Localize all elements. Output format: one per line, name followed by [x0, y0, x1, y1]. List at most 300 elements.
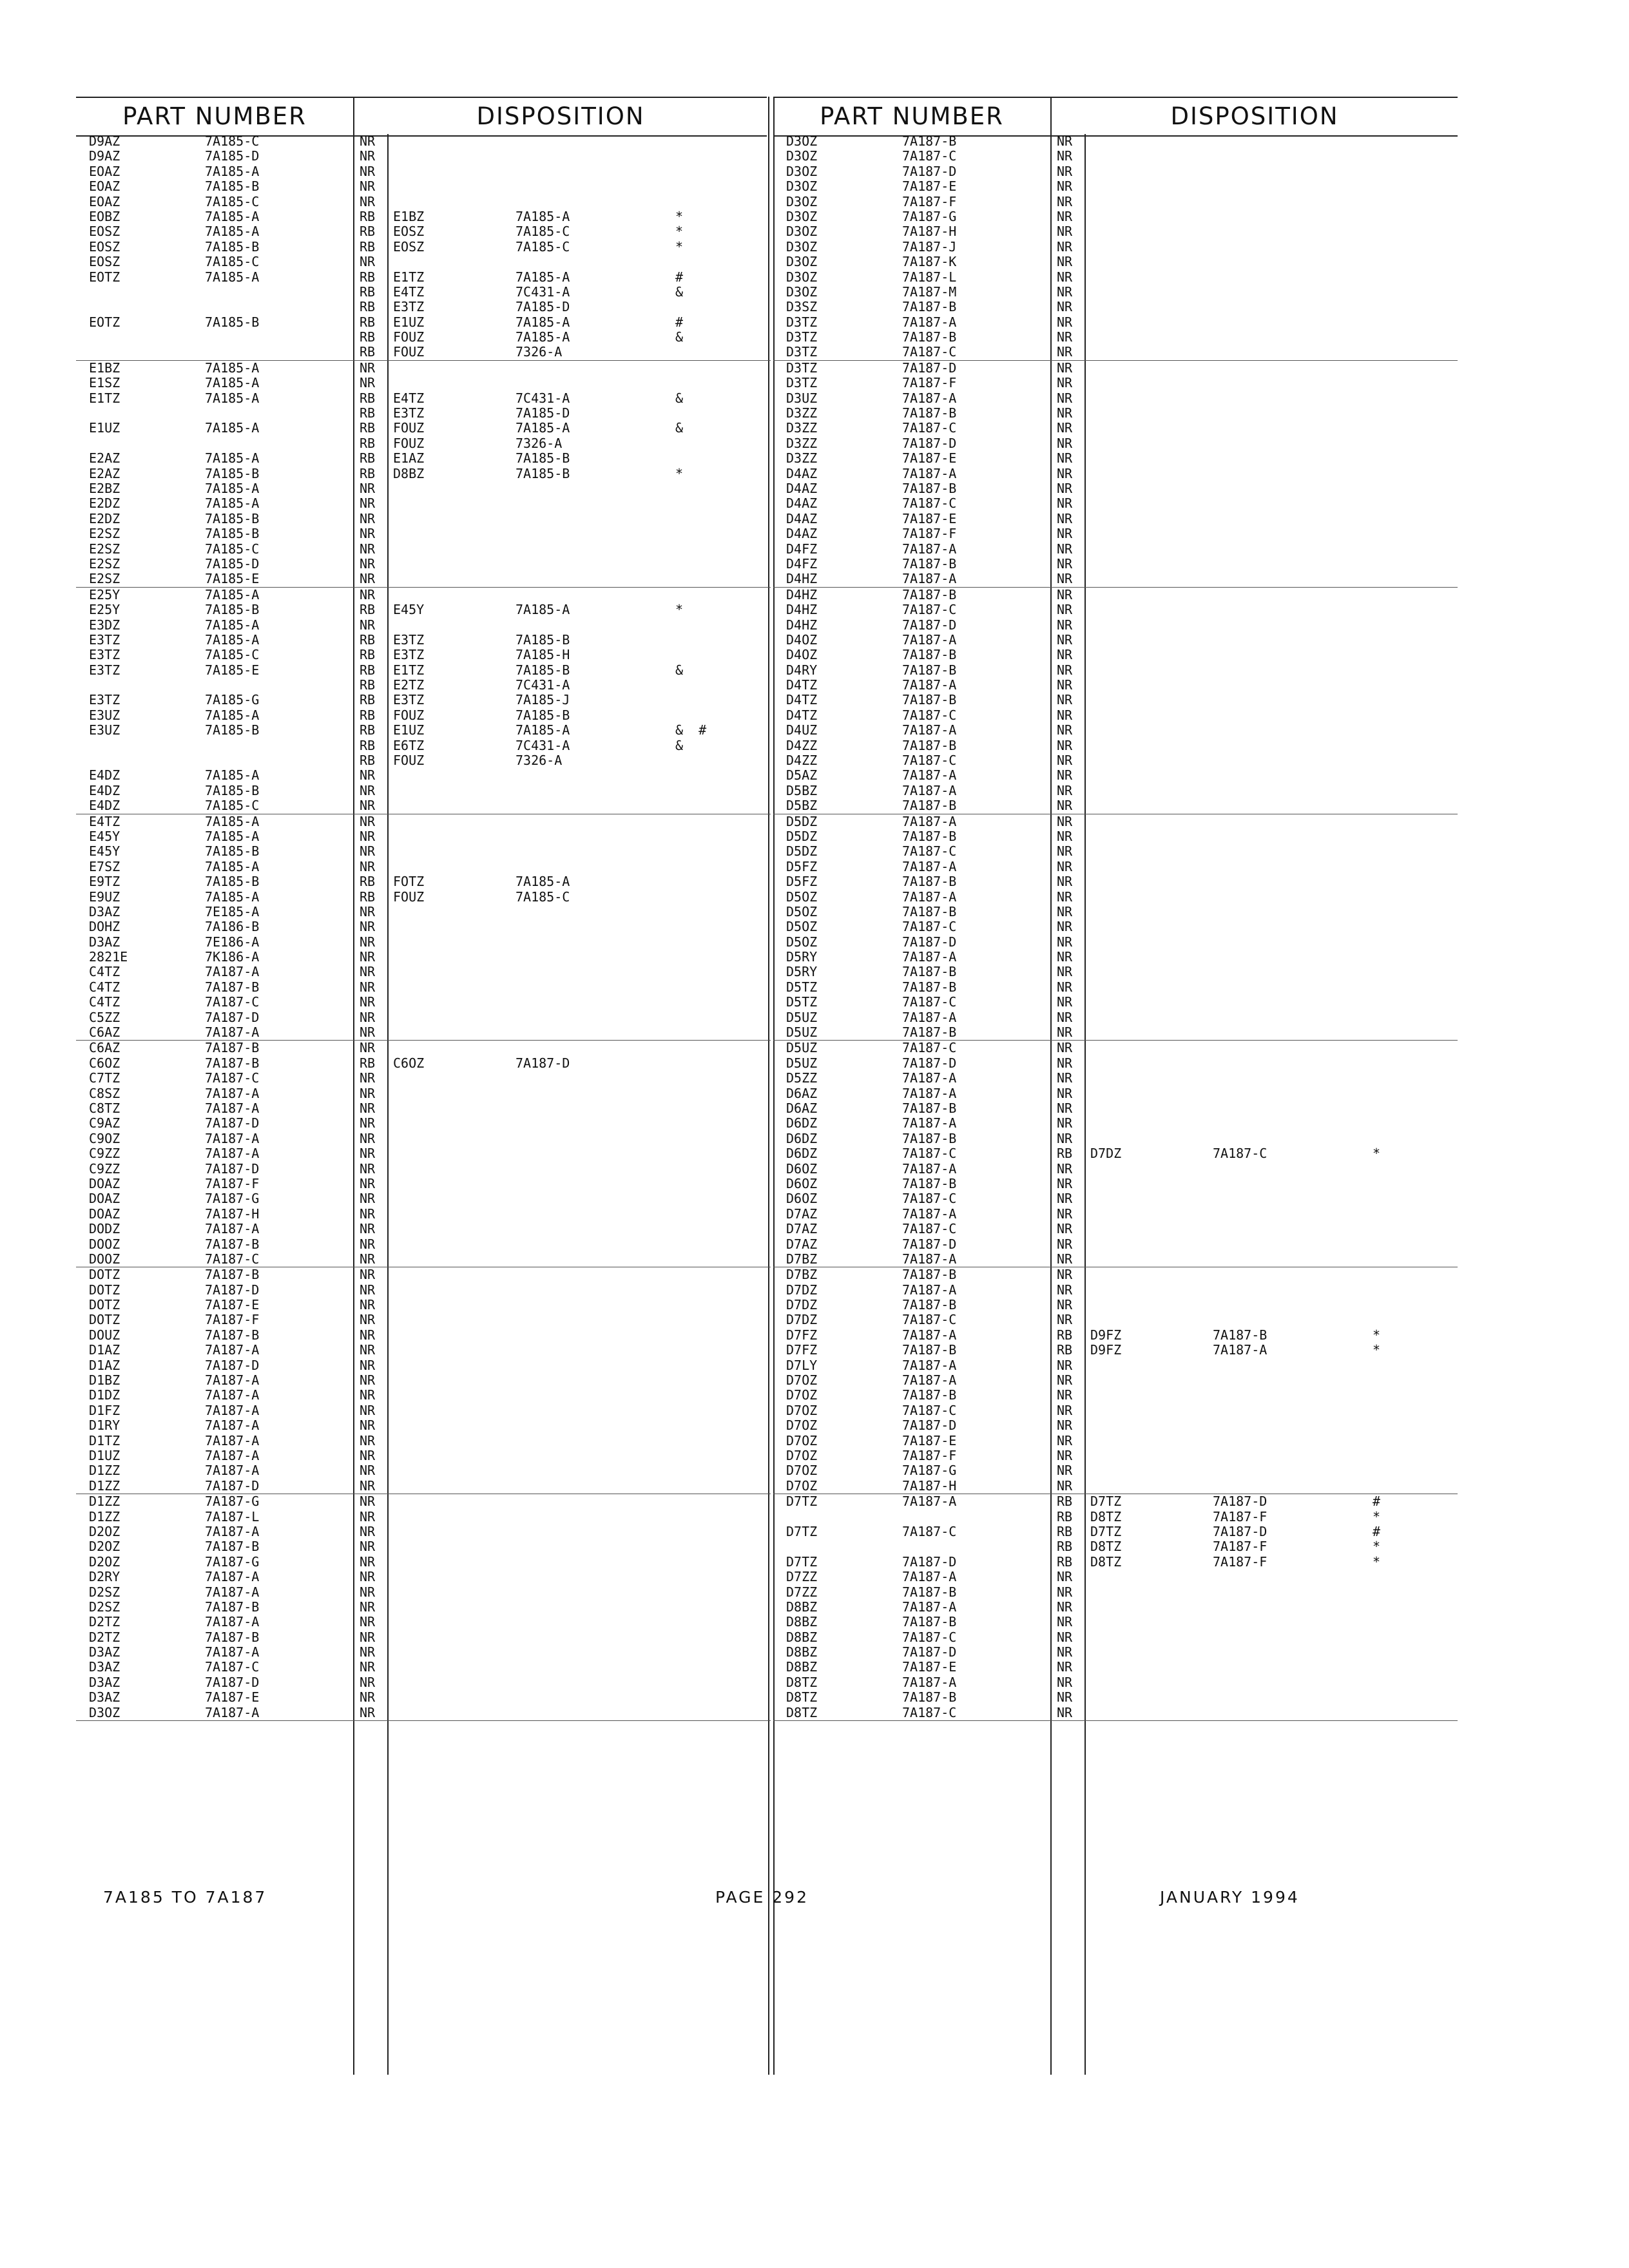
table-row: [773, 330, 1458, 345]
replaced-by-prefix: E3TZ: [393, 299, 425, 315]
disposition-code: NR: [1057, 1191, 1073, 1207]
part-base: 7A185-A: [205, 813, 260, 829]
part-base: 7A187-D: [902, 360, 957, 376]
disposition-code: NR: [1057, 753, 1073, 769]
table-row: [773, 663, 1458, 678]
replaced-by-prefix: D8BZ: [393, 465, 425, 481]
replaced-by-prefix: D7TZ: [1090, 1523, 1122, 1539]
table-row: [773, 1448, 1458, 1463]
part-prefix: E2SZ: [89, 541, 120, 557]
part-base: 7A187-B: [902, 1130, 957, 1146]
part-base: 7A185-A: [205, 420, 260, 436]
part-base: 7A187-J: [902, 238, 957, 255]
disposition-code: RB: [360, 722, 376, 738]
part-prefix: D4HZ: [786, 602, 818, 618]
part-prefix: D4OZ: [786, 631, 818, 648]
table-row: [76, 195, 771, 209]
part-prefix: D6OZ: [786, 1191, 818, 1207]
part-prefix: DOOZ: [89, 1236, 120, 1252]
part-base: 7A187-C: [205, 994, 260, 1010]
part-prefix: E3UZ: [89, 707, 120, 723]
replaced-by-base: 7A185-D: [516, 299, 570, 315]
disposition-code: NR: [1057, 692, 1073, 708]
part-prefix: D5BZ: [786, 798, 818, 814]
part-base: 7A187-C: [902, 1523, 957, 1539]
part-prefix: D7OZ: [786, 1477, 818, 1494]
table-row: [773, 1463, 1458, 1478]
disposition-code: NR: [360, 148, 376, 164]
disposition-code: RB: [360, 314, 376, 330]
disposition-code: NR: [1057, 1387, 1073, 1403]
part-prefix: E2DZ: [89, 510, 120, 526]
part-base: 7A187-A: [902, 1070, 957, 1086]
part-prefix: E2AZ: [89, 465, 120, 481]
table-row: [76, 285, 771, 300]
part-base: 7A187-A: [902, 631, 957, 648]
disposition-code: NR: [1057, 677, 1073, 693]
table-row: [76, 663, 771, 678]
part-base: 7A187-B: [902, 1175, 957, 1191]
part-base: 7A187-F: [902, 526, 957, 542]
replaced-by-prefix: E1UZ: [393, 314, 425, 330]
part-base: 7A187-F: [205, 1312, 260, 1328]
disposition-code: RB: [1057, 1494, 1073, 1510]
part-base: 7A187-D: [902, 163, 957, 179]
table-row: [773, 149, 1458, 164]
part-base: 7A187-B: [902, 1297, 957, 1313]
part-prefix: D7ZZ: [786, 1584, 818, 1600]
replaced-by-prefix: E4TZ: [393, 284, 425, 300]
part-base: 7A187-A: [902, 722, 957, 738]
replaced-by-base: 7A185-B: [516, 631, 570, 648]
disposition-code: NR: [360, 1477, 376, 1494]
part-prefix: D3TZ: [786, 329, 818, 345]
part-base: 7A185-A: [205, 375, 260, 391]
part-prefix: D5OZ: [786, 889, 818, 905]
part-base: 7A187-B: [902, 1024, 957, 1041]
replaced-by-prefix: FOTZ: [393, 874, 425, 890]
part-base: 7A185-A: [205, 889, 260, 905]
part-base: 7A187-A: [205, 1704, 260, 1720]
part-prefix: E3TZ: [89, 662, 120, 678]
part-prefix: E1BZ: [89, 360, 120, 376]
table-row: [76, 1615, 771, 1629]
replaced-by-prefix: E45Y: [393, 602, 425, 618]
disposition-code: NR: [1057, 375, 1073, 391]
part-prefix: D5TZ: [786, 994, 818, 1010]
part-base: 7A187-E: [205, 1689, 260, 1706]
part-base: 7A187-F: [902, 193, 957, 209]
part-prefix: D3SZ: [786, 299, 818, 315]
disposition-code: NR: [1057, 1463, 1073, 1479]
footer-page: PAGE 292: [715, 1888, 809, 1907]
part-prefix: DOUZ: [89, 1327, 120, 1343]
replaced-by-base: 7A187-F: [1213, 1553, 1268, 1570]
table-row: [76, 783, 771, 798]
part-prefix: D4HZ: [786, 586, 818, 602]
table-row: [76, 315, 771, 330]
disposition-code: NR: [1057, 1357, 1073, 1373]
part-base: 7A187-A: [205, 964, 260, 980]
part-base: 7A187-B: [902, 1387, 957, 1403]
part-base: 7A185-B: [205, 843, 260, 860]
part-prefix: D7DZ: [786, 1312, 818, 1328]
note-mark: &: [675, 390, 684, 406]
disposition-code: NR: [360, 767, 376, 783]
table-row: [773, 1146, 1458, 1161]
table-row: [76, 844, 771, 859]
part-prefix: D7AZ: [786, 1221, 818, 1237]
part-prefix: D5BZ: [786, 782, 818, 798]
disposition-code: NR: [1057, 1297, 1073, 1313]
part-prefix: D4RY: [786, 662, 818, 678]
disposition-code: NR: [1057, 329, 1073, 345]
disposition-code: NR: [360, 1130, 376, 1146]
disposition-code: NR: [1057, 1402, 1073, 1418]
disposition-code: NR: [360, 1387, 376, 1403]
disposition-code: NR: [1057, 360, 1073, 376]
table-row: [76, 1101, 771, 1116]
table-row: [773, 1645, 1458, 1660]
table-row: [773, 1086, 1458, 1101]
disposition-code: RB: [1057, 1553, 1073, 1570]
part-prefix: D2OZ: [89, 1539, 120, 1555]
part-base: 7A187-C: [902, 843, 957, 860]
part-base: 7A187-B: [902, 329, 957, 345]
part-base: 7A187-G: [205, 1191, 260, 1207]
replaced-by-prefix: FOUZ: [393, 435, 425, 451]
disposition-code: NR: [1057, 1477, 1073, 1494]
part-base: 7E186-A: [205, 934, 260, 950]
part-base: 7A187-G: [902, 208, 957, 224]
part-prefix: D6DZ: [786, 1115, 818, 1131]
disposition-code: NR: [360, 1342, 376, 1358]
table-row: [76, 1524, 771, 1539]
disposition-code: NR: [360, 858, 376, 874]
part-prefix: D8BZ: [786, 1614, 818, 1630]
part-prefix: D7OZ: [786, 1387, 818, 1403]
table-row: [773, 134, 1458, 149]
table-row: [773, 1555, 1458, 1570]
part-base: 7A187-D: [902, 1644, 957, 1660]
table-row: [76, 860, 771, 874]
part-prefix: D5DZ: [786, 828, 818, 844]
part-base: 7A187-B: [902, 405, 957, 421]
part-base: 7A187-F: [902, 1447, 957, 1463]
part-base: 7A187-C: [902, 1629, 957, 1645]
note-mark: #: [675, 269, 684, 285]
part-prefix: D1TZ: [89, 1432, 120, 1448]
part-prefix: E3DZ: [89, 617, 120, 633]
part-prefix: D4FZ: [786, 541, 818, 557]
part-prefix: C8SZ: [89, 1085, 120, 1101]
part-prefix: D1ZZ: [89, 1494, 120, 1510]
table-row: [76, 300, 771, 314]
disposition-header: DISPOSITION: [354, 97, 767, 137]
table-row: [773, 860, 1458, 874]
replaced-by-prefix: FOUZ: [393, 753, 425, 769]
part-base: 7A187-A: [902, 782, 957, 798]
table-row: [76, 481, 771, 496]
disposition-code: NR: [360, 1659, 376, 1675]
table-row: [76, 1645, 771, 1660]
disposition-code: RB: [360, 874, 376, 890]
part-prefix: D3AZ: [89, 934, 120, 950]
part-base: 7A185-A: [205, 828, 260, 844]
table-row: [76, 557, 771, 572]
table-row: [773, 1660, 1458, 1675]
table-row: [773, 179, 1458, 194]
part-base: 7A187-A: [902, 1282, 957, 1298]
part-base: 7A187-A: [902, 390, 957, 406]
part-prefix: E4TZ: [89, 813, 120, 829]
table-row: [76, 1373, 771, 1388]
disposition-code: NR: [1057, 949, 1073, 965]
part-prefix: D2RY: [89, 1569, 120, 1585]
table-row: [773, 542, 1458, 557]
part-base: 7A187-A: [205, 1100, 260, 1116]
disposition-code: NR: [360, 1447, 376, 1463]
replaced-by-base: 7A185-A: [516, 269, 570, 285]
table-row: [773, 588, 1458, 602]
part-base: 7A187-B: [205, 1599, 260, 1615]
replaced-by-prefix: FOUZ: [393, 344, 425, 360]
disposition-code: NR: [360, 1599, 376, 1615]
part-base: 7A187-A: [205, 1523, 260, 1539]
disposition-code: NR: [1057, 1689, 1073, 1706]
disposition-code: NR: [1057, 1070, 1073, 1086]
disposition-code: NR: [1057, 344, 1073, 360]
table-row: [773, 1585, 1458, 1600]
disposition-code: NR: [360, 1463, 376, 1479]
part-prefix: D4AZ: [786, 510, 818, 526]
part-prefix: D3OZ: [786, 163, 818, 179]
part-base: 7A187-A: [902, 1009, 957, 1025]
part-prefix: D4TZ: [786, 707, 818, 723]
table-row: [76, 723, 771, 738]
table-row: [773, 1510, 1458, 1524]
disposition-code: NR: [1057, 858, 1073, 874]
table-row: [76, 890, 771, 905]
part-prefix: D3AZ: [89, 1689, 120, 1706]
disposition-code: NR: [1057, 1584, 1073, 1600]
part-prefix: D5UZ: [786, 1009, 818, 1025]
table-row: [773, 209, 1458, 224]
disposition-code: NR: [1057, 1418, 1073, 1434]
disposition-code: NR: [1057, 1251, 1073, 1267]
table-row: [773, 1116, 1458, 1131]
disposition-code: NR: [1057, 1236, 1073, 1252]
part-prefix: D5RY: [786, 949, 818, 965]
replaced-by-base: 7C431-A: [516, 390, 570, 406]
note-mark: #: [1373, 1494, 1381, 1510]
part-base: 7A185-A: [205, 495, 260, 512]
disposition-code: NR: [1057, 994, 1073, 1010]
disposition-code: NR: [1057, 964, 1073, 980]
part-prefix: DOTZ: [89, 1312, 120, 1328]
table-row: [773, 618, 1458, 633]
table-row: [773, 1479, 1458, 1494]
disposition-code: NR: [1057, 314, 1073, 330]
part-base: 7A187-F: [902, 375, 957, 391]
part-base: 7A187-A: [902, 858, 957, 874]
part-prefix: D7OZ: [786, 1432, 818, 1448]
part-prefix: C9ZZ: [89, 1160, 120, 1177]
part-base: 7A187-C: [902, 495, 957, 512]
disposition-code: RB: [360, 677, 376, 693]
disposition-code: NR: [1057, 707, 1073, 723]
part-prefix: D4ZZ: [786, 737, 818, 753]
part-base: 7A187-A: [205, 1342, 260, 1358]
replaced-by-prefix: D9FZ: [1090, 1327, 1122, 1343]
disposition-code: NR: [1057, 767, 1073, 783]
table-row: [76, 345, 771, 360]
disposition-code: NR: [1057, 1100, 1073, 1116]
table-row: [76, 436, 771, 451]
part-base: 7A187-A: [902, 1206, 957, 1222]
disposition-code: NR: [360, 1085, 376, 1101]
part-prefix: D5TZ: [786, 979, 818, 995]
disposition-code: NR: [360, 480, 376, 496]
replaced-by-base: 7326-A: [516, 344, 563, 360]
part-prefix: D3ZZ: [786, 435, 818, 451]
table-row: [773, 466, 1458, 481]
part-base: 7A187-D: [205, 1282, 260, 1298]
part-prefix: D4TZ: [786, 692, 818, 708]
part-prefix: E2SZ: [89, 526, 120, 542]
disposition-code: NR: [1057, 1447, 1073, 1463]
part-prefix: D9AZ: [89, 148, 120, 164]
part-prefix: D5ZZ: [786, 1070, 818, 1086]
part-base: 7A187-H: [205, 1206, 260, 1222]
table-row: [76, 1312, 771, 1327]
part-base: 7E185-A: [205, 903, 260, 919]
part-base: 7A185-B: [205, 178, 260, 195]
disposition-code: RB: [360, 647, 376, 663]
disposition-code: NR: [1057, 1644, 1073, 1660]
table-row: [76, 1706, 771, 1721]
part-prefix: C6AZ: [89, 1040, 120, 1056]
part-prefix: D9AZ: [89, 133, 120, 149]
disposition-code: NR: [360, 994, 376, 1010]
part-base: 7A185-D: [205, 148, 260, 164]
disposition-code: NR: [360, 949, 376, 965]
replaced-by-base: 7A187-F: [1213, 1508, 1268, 1524]
part-prefix: D8BZ: [786, 1644, 818, 1660]
part-base: 7A187-B: [902, 874, 957, 890]
part-prefix: D5DZ: [786, 813, 818, 829]
disposition-code: NR: [360, 1508, 376, 1524]
table-row: [76, 874, 771, 889]
disposition-code: NR: [360, 1689, 376, 1706]
part-prefix: D8TZ: [786, 1704, 818, 1720]
table-row: [76, 588, 771, 602]
table-row: [773, 965, 1458, 979]
disposition-code: NR: [360, 1009, 376, 1025]
part-prefix: D4HZ: [786, 617, 818, 633]
part-prefix: D4FZ: [786, 555, 818, 572]
part-prefix: DOTZ: [89, 1297, 120, 1313]
part-base: 7A185-B: [205, 722, 260, 738]
disposition-code: NR: [360, 541, 376, 557]
disposition-code: NR: [360, 1160, 376, 1177]
table-row: [76, 1448, 771, 1463]
part-prefix: D7BZ: [786, 1251, 818, 1267]
part-base: 7A187-M: [902, 284, 957, 300]
table-row: [76, 255, 771, 269]
disposition-code: NR: [360, 903, 376, 919]
part-prefix: EOAZ: [89, 178, 120, 195]
table-row: [76, 1025, 771, 1041]
part-base: 7A187-D: [902, 435, 957, 451]
part-prefix: D2OZ: [89, 1553, 120, 1570]
table-row: [773, 1630, 1458, 1645]
table-row: [76, 1675, 771, 1690]
part-prefix: E9TZ: [89, 874, 120, 890]
part-base: 7A187-B: [902, 828, 957, 844]
disposition-code: NR: [1057, 510, 1073, 526]
disposition-code: NR: [360, 843, 376, 860]
part-base: 7A185-C: [205, 647, 260, 663]
replaced-by-prefix: E1UZ: [393, 722, 425, 738]
disposition-code: RB: [360, 390, 376, 406]
replaced-by-base: 7A185-B: [516, 662, 570, 678]
table-row: [773, 1237, 1458, 1252]
part-base: 7A185-A: [205, 586, 260, 602]
table-row: [773, 240, 1458, 255]
disposition-code: RB: [1057, 1523, 1073, 1539]
table-row: [773, 315, 1458, 330]
part-base: 7A185-C: [205, 254, 260, 270]
note-mark: *: [675, 208, 684, 224]
part-base: 7A187-B: [205, 1327, 260, 1343]
part-prefix: D7OZ: [786, 1402, 818, 1418]
disposition-code: NR: [360, 813, 376, 829]
table-row: [773, 738, 1458, 753]
part-base: 7A187-B: [902, 1267, 957, 1283]
table-row: [773, 1418, 1458, 1433]
part-base: 7A187-D: [902, 1553, 957, 1570]
table-row: [76, 376, 771, 390]
part-prefix: D3OZ: [786, 224, 818, 240]
part-prefix: D6AZ: [786, 1085, 818, 1101]
note-mark: &: [675, 737, 684, 753]
part-base: 7A187-B: [205, 1055, 260, 1071]
table-row: [76, 768, 771, 783]
part-prefix: D3AZ: [89, 1659, 120, 1675]
part-base: 7A187-B: [205, 1629, 260, 1645]
disposition-code: NR: [1057, 647, 1073, 663]
part-base: 7A187-A: [902, 949, 957, 965]
part-prefix: DOTZ: [89, 1267, 120, 1283]
table-row: [76, 526, 771, 541]
part-base: 7A187-B: [205, 1040, 260, 1056]
table-row: [773, 602, 1458, 617]
part-prefix: D3AZ: [89, 1674, 120, 1690]
replaced-by-base: 7A185-B: [516, 465, 570, 481]
disposition-code: NR: [1057, 798, 1073, 814]
disposition-code: NR: [360, 526, 376, 542]
replaced-by-base: 7A187-D: [516, 1055, 570, 1071]
part-base: 7A187-A: [902, 1569, 957, 1585]
disposition-code: NR: [1057, 133, 1073, 149]
disposition-code: NR: [360, 798, 376, 814]
replaced-by-base: 7A185-A: [516, 420, 570, 436]
disposition-code: NR: [360, 1372, 376, 1389]
table-row: [773, 1252, 1458, 1267]
disposition-code: NR: [1057, 617, 1073, 633]
table-row: [76, 1570, 771, 1584]
